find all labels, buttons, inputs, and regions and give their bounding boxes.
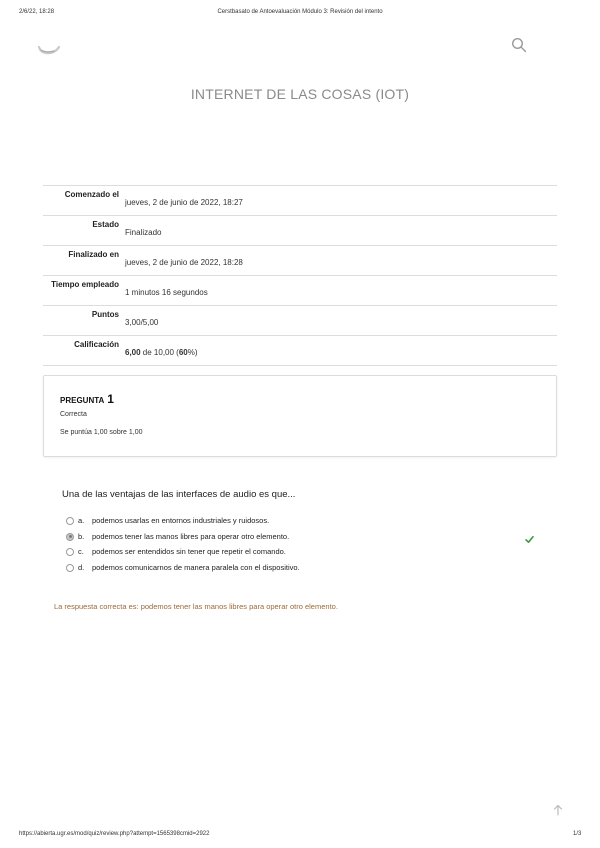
summary-value: jueves, 2 de junio de 2022, 18:27 — [125, 198, 243, 207]
summary-value: 3,00/5,00 — [125, 318, 159, 327]
attempt-summary-table — [43, 185, 557, 366]
answer-text: podemos tener las manos libres para operar otro elemento. — [92, 531, 290, 541]
grade-middle: de 10,00 ( — [140, 348, 179, 357]
answer-letter: b. — [78, 531, 85, 541]
summary-value: 1 minutos 16 segundos — [125, 288, 208, 297]
search-icon[interactable] — [511, 37, 527, 53]
summary-label: Comenzado el — [64, 190, 119, 199]
summary-row — [43, 275, 557, 305]
summary-label: Estado — [92, 220, 119, 229]
grade-percent: 60 — [178, 348, 188, 357]
summary-row — [43, 215, 557, 245]
summary-value: jueves, 2 de junio de 2022, 18:28 — [125, 258, 243, 267]
summary-label: Puntos — [91, 310, 119, 319]
logo-icon[interactable] — [36, 38, 62, 56]
summary-label: Finalizado en — [68, 250, 119, 259]
summary-row — [43, 305, 557, 335]
radio-button[interactable] — [66, 564, 74, 572]
correct-answer-feedback: La respuesta correcta es: podemos tener las manos libres para operar otro elemento. — [54, 602, 338, 611]
question-label — [60, 392, 114, 406]
answer-letter: a. — [78, 516, 85, 525]
summary-value: Finalizado — [125, 228, 162, 237]
answer-text: podemos ser entendidos sin tener que repetir el comando. — [92, 547, 286, 556]
answer-text: podemos usarlas en entornos industriales y ruidosos. — [92, 516, 270, 525]
answer-letter: d. — [78, 562, 85, 572]
question-text: Una de las ventajas de las interfaces de audio es que... — [62, 489, 296, 500]
grade-end: %) — [187, 348, 198, 357]
summary-label: Calificación — [74, 340, 119, 349]
grade-score: 6,00 — [125, 348, 141, 357]
radio-button[interactable] — [66, 548, 74, 556]
question-label-text: PREGUNTA — [60, 396, 105, 405]
print-page-number: 1/3 — [573, 831, 582, 837]
answer-letter: c. — [78, 547, 84, 556]
print-title: Cerstbasato de Antoevaluación Módulo 3: Revisión del intento — [217, 9, 383, 15]
question-status: Correcta — [60, 411, 87, 418]
summary-label: Tiempo empleado — [51, 280, 119, 289]
question-grade: Se puntúa 1,00 sobre 1,00 — [60, 429, 143, 436]
summary-row — [43, 245, 557, 275]
course-title: INTERNET DE LAS COSAS (IOT) — [190, 86, 410, 102]
print-url: https://abierta.ugr.es/mod/quiz/review.php?attempt=1565398cmid=2922 — [19, 831, 210, 837]
print-date: 2/6/22, 18:28 — [19, 9, 55, 15]
summary-row — [43, 335, 557, 366]
summary-row — [43, 185, 557, 215]
radio-button-selected[interactable] — [66, 533, 74, 541]
grade-value — [125, 348, 198, 357]
arrow-up-icon[interactable] — [552, 803, 564, 815]
radio-button[interactable] — [66, 517, 74, 525]
check-icon — [525, 531, 534, 540]
question-number: 1 — [107, 392, 114, 406]
answer-text: podemos comunicarnos de manera paralela con el dispositivo. — [92, 562, 300, 572]
question-info-box — [43, 375, 557, 457]
